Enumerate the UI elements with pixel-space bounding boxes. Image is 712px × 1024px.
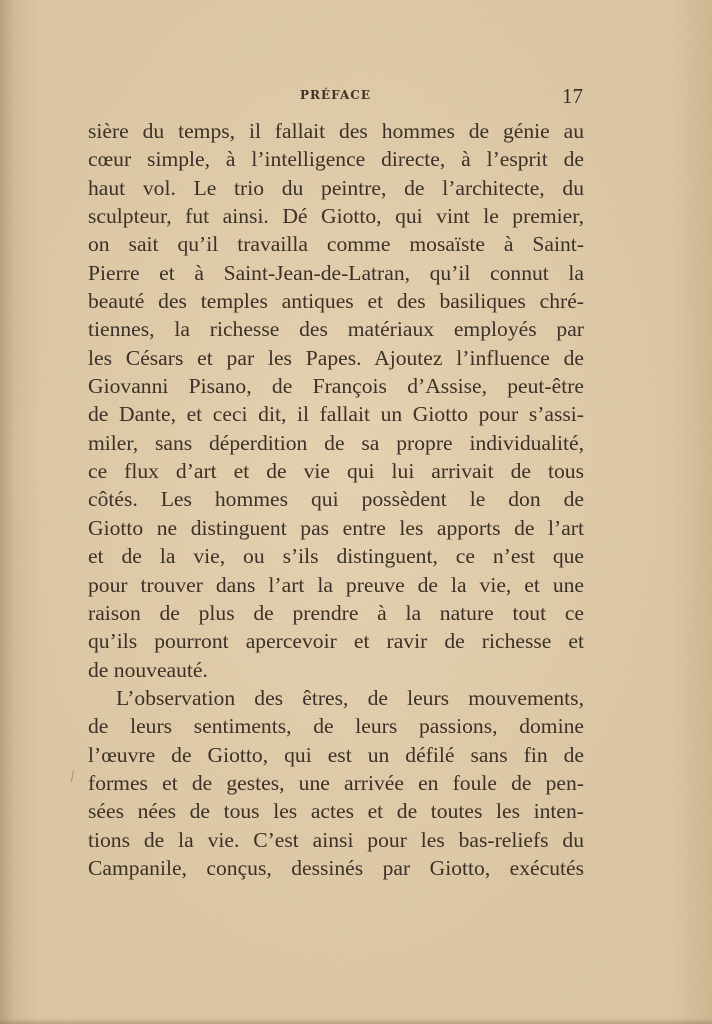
text-line: raison de plus de prendre à la nature tout ce <box>88 600 584 625</box>
paper-blemish <box>71 770 74 782</box>
text-line: les Césars et par les Papes. Ajoutez l’influence de <box>88 345 584 370</box>
page-left-edge-shadow <box>0 0 14 1024</box>
page-bottom-edge-shadow <box>0 1018 712 1024</box>
text-line: tions de la vie. C’est ainsi pour les bas-reliefs du <box>88 827 584 852</box>
text-line: qu’ils pourront apercevoir et ravir de richesse et <box>88 629 584 654</box>
text-line: on sait qu’il travailla comme mosaïste à Saint- <box>88 232 584 257</box>
text-line: de nouveauté. <box>88 657 208 682</box>
text-line: tiennes, la richesse des matériaux employés par <box>88 317 584 342</box>
text-line: formes et de gestes, une arrivée en foule de pen- <box>88 770 584 795</box>
text-line: miler, sans déperdition de sa propre individualité, <box>88 430 584 455</box>
text-line: haut vol. Le trio du peintre, de l’architecte, du <box>88 175 584 200</box>
text-line: cœur simple, à l’intelligence directe, à l’esprit de <box>88 147 584 172</box>
page-number: 17 <box>562 84 583 108</box>
text-line: et de la vie, ou s’ils distinguent, ce n’est que <box>88 544 584 569</box>
text-line: ce flux d’art et de vie qui lui arrivait de tous <box>88 459 584 484</box>
text-line: de Dante, et ceci dit, il fallait un Giotto pour s’assi- <box>88 402 584 427</box>
text-line: Campanile, conçus, dessinés par Giotto, exécutés <box>88 855 584 880</box>
text-line: côtés. Les hommes qui possèdent le don de <box>88 487 584 512</box>
text-line: sière du temps, il fallait des hommes de génie au <box>88 119 584 143</box>
running-head <box>0 84 712 108</box>
running-title: PRÉFACE <box>300 88 371 102</box>
body-text <box>88 117 584 882</box>
text-line: de leurs sentiments, de leurs passions, domine <box>88 714 584 739</box>
text-line: sculpteur, fut ainsi. Dé Giotto, qui vint le premier, <box>88 204 584 229</box>
text-line: pour trouver dans l’art la preuve de la vie, et une <box>88 572 584 597</box>
text-line: Giovanni Pisano, de François d’Assise, peut-être <box>88 374 584 399</box>
text-line: Giotto ne distinguent pas entre les apports de l’art <box>88 515 584 540</box>
text-line: Pierre et à Saint-Jean-de-Latran, qu’il connut la <box>88 260 584 285</box>
text-line: beauté des temples antiques et des basiliques chré- <box>88 289 584 314</box>
text-line: sées nées de tous les actes et de toutes les inten- <box>88 799 584 824</box>
text-line: L’observation des êtres, de leurs mouvements, <box>116 685 584 710</box>
text-line: l’œuvre de Giotto, qui est un défilé sans fin de <box>88 742 584 767</box>
